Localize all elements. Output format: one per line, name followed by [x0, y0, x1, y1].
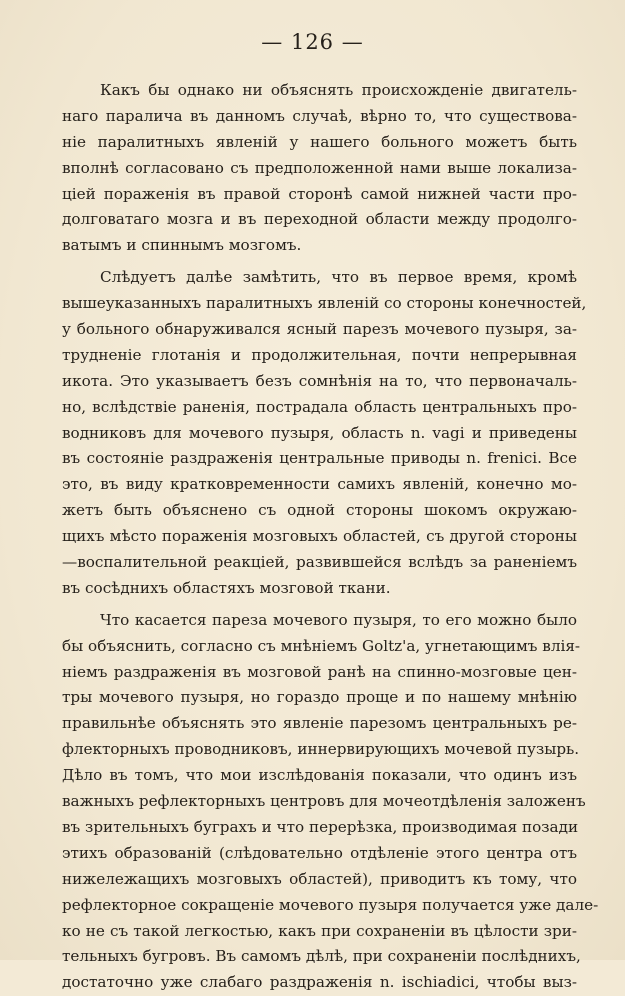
text-line: ціей пораженія въ правой сторонѣ самой нижней части про-: [62, 184, 577, 203]
text-line: у больного обнаруживался ясный парезъ мочевого пузыря, за-: [62, 320, 577, 339]
text-line: въ состояніе раздраженія центральные приводы n. frenici. Все: [62, 449, 577, 468]
text-line: ватымъ и спиннымъ мозгомъ.: [62, 236, 302, 255]
text-line: нижележащихъ мозговыхъ областей), приводитъ къ тому, что: [62, 869, 577, 888]
paragraph-3: [62, 608, 599, 996]
text-line: рефлекторное сокращеніе мочевого пузыря получается уже дале-: [62, 895, 599, 914]
text-line: бы объяснить, согласно съ мнѣніемъ Goltz'a, угнетающимъ влія-: [62, 636, 581, 655]
text-line: тры мочевого пузыря, но гораздо проще и по нашему мнѣнію: [62, 688, 577, 707]
text-line: это, въ виду кратковременности самихъ явленій, конечно мо-: [62, 475, 577, 494]
text-line: достаточно уже слабаго раздраженія n. ischiadici, чтобы выз-: [62, 973, 577, 992]
text-line: но, вслѣдствіе раненія, пострадала область центральныхъ про-: [62, 397, 577, 416]
text-line: этихъ образованій (слѣдовательно отдѣленіе этого центра отъ: [62, 843, 577, 862]
paragraph-2: [62, 265, 587, 602]
text-line: Дѣло въ томъ, что мои изслѣдованія показали, что одинъ изъ: [62, 766, 577, 785]
text-line: наго паралича въ данномъ случаѣ, вѣрно то, что существова-: [62, 106, 577, 125]
text-line: тельныхъ бугровъ. Въ самомъ дѣлѣ, при сохраненіи послѣднихъ,: [62, 947, 581, 966]
text-line: Слѣдуетъ далѣе замѣтить, что въ первое время, кромѣ: [100, 268, 577, 287]
text-line: трудненіе глотанія и продолжительная, почти непрерывная: [62, 345, 577, 364]
text-line: Какъ бы однако ни объяснять происхожденіе двигатель-: [100, 81, 577, 99]
text-line: вышеуказанныхъ паралитныхъ явленій со стороны конечностей,: [62, 294, 587, 313]
text-line: въ сосѣднихъ областяхъ мозговой ткани.: [62, 578, 391, 597]
text-line: правильнѣе объяснять это явленіе парезомъ центральныхъ ре-: [62, 714, 577, 733]
text-line: —воспалительной реакціей, развившейся вслѣдъ за раненіемъ: [62, 553, 577, 572]
text-line: Что касается пареза мочевого пузыря, то его можно было: [100, 610, 577, 629]
text-line: ко не съ такой легкостью, какъ при сохраненіи въ цѣлости зри-: [62, 921, 577, 940]
text-line: флекторныхъ проводниковъ, иннервирующихъ мочевой пузырь.: [62, 740, 580, 759]
text-line: ніемъ раздраженія въ мозговой ранѣ на спинно-мозговые цен-: [62, 662, 577, 681]
body-text: [62, 78, 599, 996]
text-line: важныхъ рефлекторныхъ центровъ для мочеотдѣленія заложенъ: [62, 792, 586, 811]
text-line: ніе паралитныхъ явленій у нашего больного можетъ быть: [62, 132, 577, 151]
text-line: икота. Это указываетъ безъ сомнѣнія на то, что первоначаль-: [62, 371, 577, 390]
text-line: долговатаго мозга и въ переходной области между продолго-: [62, 210, 577, 229]
text-line: щихъ мѣсто пораженія мозговыхъ областей, съ другой стороны: [62, 527, 577, 546]
page-number: — 126 —: [261, 30, 364, 54]
paragraph-1: [62, 78, 577, 259]
text-line: жетъ быть объяснено съ одной стороны шокомъ окружаю-: [62, 501, 577, 520]
text-line: вполнѣ согласовано съ предположенной нами выше локализа-: [62, 158, 577, 177]
text-line: въ зрительныхъ буграхъ и что перерѣзка, производимая позади: [62, 817, 579, 836]
text-line: водниковъ для мочевого пузыря, область n. vagi и приведены: [62, 423, 577, 442]
